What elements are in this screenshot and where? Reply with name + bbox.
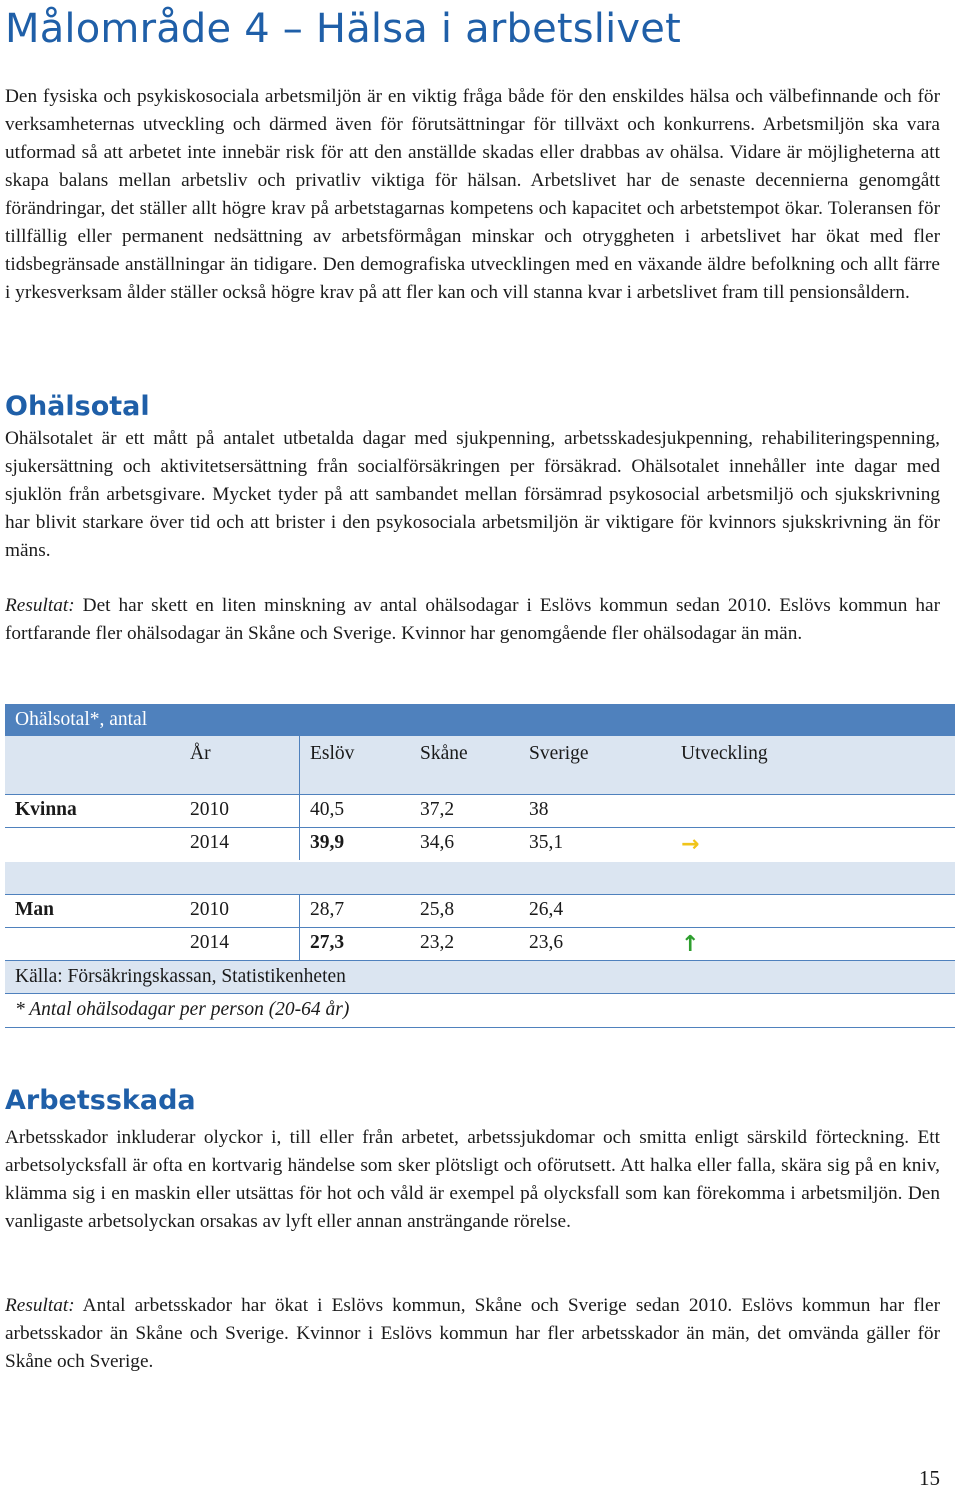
header-year: År xyxy=(190,743,211,764)
cell-sverige: 38 xyxy=(529,799,549,820)
arbetsskada-result xyxy=(5,1292,940,1376)
table-source: Källa: Försäkringskassan, Statistikenheten xyxy=(15,966,346,987)
cell-year: 2010 xyxy=(190,899,229,920)
table-source-row xyxy=(5,961,955,993)
cell-sverige: 23,6 xyxy=(529,932,564,953)
header-eslov: Eslöv xyxy=(310,743,355,764)
header-sverige: Sverige xyxy=(529,743,589,764)
table-header-row xyxy=(5,736,955,794)
cell-eslov: 28,7 xyxy=(310,899,345,920)
group-label-kvinna: Kvinna xyxy=(15,799,77,820)
result-text: Antal arbetsskador har ökat i Eslövs kommun, Skåne och Sverige sedan 2010. Eslövs kommun har fler arbetsskador än Skåne och Sverige. Kvinnor i Eslövs kommun har fler arbetsskador än män, det omvända gäller för Skåne och Sverige. xyxy=(5,1295,940,1372)
table-footnote: * Antal ohälsodagar per person (20-64 år) xyxy=(15,999,350,1020)
ohalsotal-result xyxy=(5,592,940,648)
table-spacer-row xyxy=(5,862,955,894)
arrow-up-icon: ↑ xyxy=(681,932,700,957)
cell-sverige: 26,4 xyxy=(529,899,564,920)
cell-skane: 23,2 xyxy=(420,932,455,953)
arbetsskada-paragraph: Arbetsskador inkluderar olyckor i, till eller från arbetet, arbetssjukdomar och smitta enligt särskild förteckning. Ett arbetsolycksfall är ofta en kortvarig händelse som sker plötsligt och oförutsett. Att halka eller falla, skära sig på en kniv, klämma sig i en maskin eller utsättas för hot och våld är exempel på olycksfall som kan förekomma i arbetsmiljön. Den vanligaste arbetsolyckan orsakas av lyft eller annan ansträngande rörelse. xyxy=(5,1127,940,1232)
header-skane: Skåne xyxy=(420,743,468,764)
result-label: Resultat: xyxy=(5,595,75,616)
table-row xyxy=(5,827,955,860)
intro-paragraph: Den fysiska och psykiskosociala arbetsmiljön är en viktig fråga både för den enskildes hälsa och välbefinnande och för verksamheternas utveckling och därmed även för förutsättningar för tillväxt och konkurrens. Arbetsmiljön ska vara utformad så att arbetet inte innebär risk för att den anställde skadas eller drabbas av ohälsa. Vidare är möjligheterna att skapa balans mellan arbetsliv och privatliv viktiga för hälsan. Arbetslivet har de senaste decennierna genomgått förändringar, det ställer allt högre krav på arbetstagarnas kompetens och kapacitet och arbetstempot ökar. Toleransen för tillfällig eller permanent nedsättning av arbetsförmågan minskar och otryggheten i arbetslivet har ökat med fler tidsbegränsade anställningar än tidigare. Den demografiska utvecklingen med en växande äldre befolkning och allt färre i yrkesverksam ålder ställer också högre krav på att fler kan och vill stanna kvar i arbetslivet fram till pensionsåldern. xyxy=(5,86,940,303)
table-row xyxy=(5,894,955,927)
arrow-right-icon: → xyxy=(681,832,700,857)
table-title-bar xyxy=(5,704,955,736)
page-title: Målområde 4 – Hälsa i arbetslivet xyxy=(5,6,681,52)
header-utveckling: Utveckling xyxy=(681,743,768,764)
result-text: Det har skett en liten minskning av antal ohälsodagar i Eslövs kommun sedan 2010. Eslövs kommun har fortfarande fler ohälsodagar än Skåne och Sverige. Kvinnor har genomgående fler ohälsodagar än män. xyxy=(5,595,940,644)
cell-eslov: 39,9 xyxy=(310,832,345,853)
cell-year: 2010 xyxy=(190,799,229,820)
cell-eslov: 40,5 xyxy=(310,799,345,820)
cell-eslov: 27,3 xyxy=(310,932,345,953)
section-heading-arbetsskada: Arbetsskada xyxy=(5,1085,196,1116)
group-label-man: Man xyxy=(15,899,54,920)
page-number: 15 xyxy=(919,1466,940,1490)
cell-skane: 34,6 xyxy=(420,832,455,853)
section-heading-ohalsotal: Ohälsotal xyxy=(5,391,150,422)
result-label: Resultat: xyxy=(5,1295,75,1316)
table-footnote-row xyxy=(5,994,955,1027)
table-title: Ohälsotal*, antal xyxy=(15,709,148,730)
cell-year: 2014 xyxy=(190,932,229,953)
cell-year: 2014 xyxy=(190,832,229,853)
table-row xyxy=(5,927,955,960)
ohalsotal-paragraph: Ohälsotalet är ett mått på antalet utbetalda dagar med sjukpenning, arbetsskadesjukpenning, rehabiliteringspenning, sjukersättning och aktivitetsersättning från socialförsäkringen per försäkrad. Ohälsotalet innehåller inte dagar med sjuklön från arbetsgivare. Mycket tyder på att sambandet mellan försämrad psykosocial arbetsmiljö och sjukskrivning har blivit starkare över tid och att brister i den psykosociala arbetsmiljön är viktigare för kvinnors sjukskrivning än för mäns. xyxy=(5,428,940,561)
table-row xyxy=(5,794,955,827)
cell-skane: 25,8 xyxy=(420,899,455,920)
cell-skane: 37,2 xyxy=(420,799,455,820)
cell-sverige: 35,1 xyxy=(529,832,564,853)
